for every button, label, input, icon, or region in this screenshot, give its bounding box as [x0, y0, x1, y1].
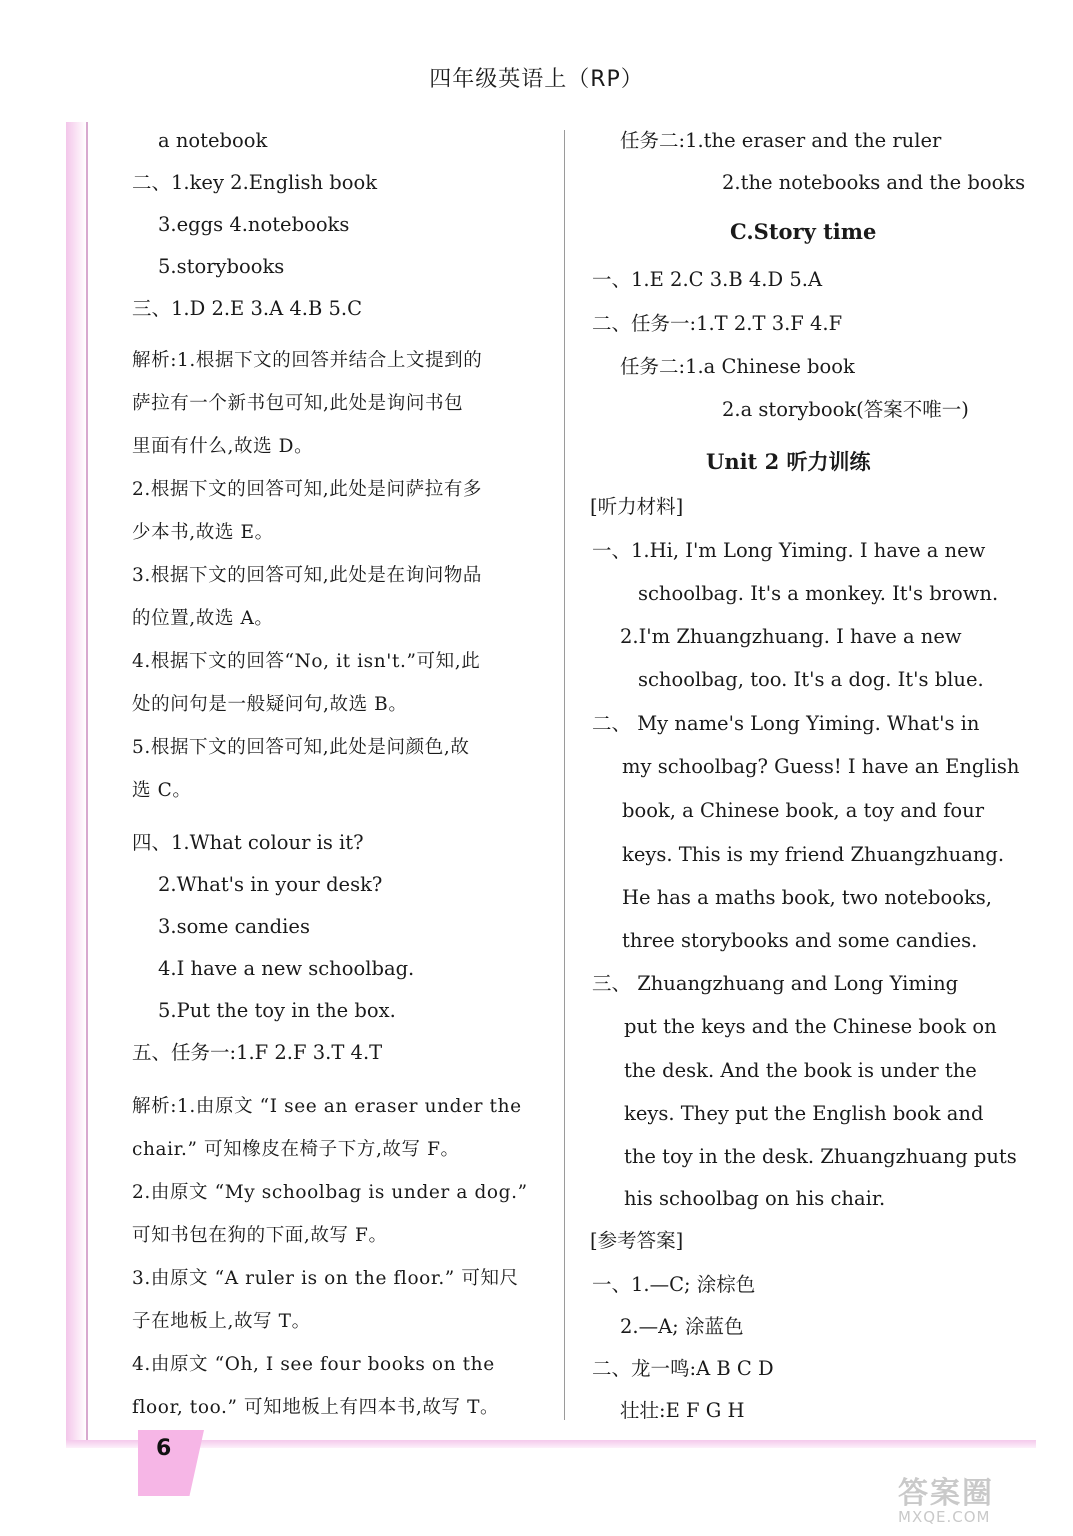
- answer-line: 二、任务一:1.T 2.T 3.F 4.F: [592, 312, 843, 335]
- explanation-line: 萨拉有一个新书包可知,此处是询问书包: [132, 393, 464, 414]
- answer-line: 一、1.—C; 涂棕色: [592, 1273, 756, 1296]
- explanation-line: floor, too.” 可知地板上有四本书,故写 T。: [132, 1397, 500, 1418]
- transcript-line: 三、 Zhuangzhuang and Long Yiming: [592, 972, 959, 995]
- answer-line: 5.Put the toy in the box.: [158, 999, 396, 1022]
- explanation-line: chair.” 可知橡皮在椅子下方,故写 F。: [132, 1139, 460, 1160]
- column-divider: [564, 130, 565, 1420]
- answer-line: 4.I have a new schoolbag.: [158, 957, 415, 980]
- transcript-line: 一、1.Hi, I'm Long Yiming. I have a new: [592, 539, 986, 562]
- transcript-line: my schoolbag? Guess! I have an English: [622, 755, 1020, 778]
- watermark-url: MXQE.COM: [898, 1508, 991, 1526]
- explanation-line: 的位置,故选 A。: [132, 608, 274, 629]
- transcript-line: He has a maths book, two notebooks,: [622, 886, 992, 909]
- answer-line: 五、任务一:1.F 2.F 3.T 4.T: [132, 1041, 383, 1064]
- explanation-line: 4.由原文 “Oh, I see four books on the: [132, 1354, 495, 1375]
- transcript-line: keys. This is my friend Zhuangzhuang.: [622, 843, 1005, 866]
- answer-line: 壮壮:E F G H: [620, 1399, 745, 1422]
- explanation-line: 选 C。: [132, 780, 192, 801]
- explanation-line: 3.由原文 “A ruler is on the floor.” 可知尺: [132, 1268, 519, 1289]
- section-heading: C.Story time: [730, 219, 877, 244]
- bracket-label: [参考答案]: [590, 1229, 684, 1252]
- answer-line: a notebook: [158, 129, 268, 152]
- page-edge-line: [86, 122, 88, 1442]
- answer-line: 任务二:1.the eraser and the ruler: [620, 129, 942, 152]
- explanation-line: 处的问句是一般疑问句,故选 B。: [132, 694, 408, 715]
- answer-line: 三、1.D 2.E 3.A 4.B 5.C: [132, 297, 363, 320]
- watermark-logo: 答案圈: [898, 1476, 994, 1511]
- explanation-line: 子在地板上,故写 T。: [132, 1311, 311, 1332]
- section-heading: Unit 2 听力训练: [706, 449, 871, 474]
- transcript-line: schoolbag, too. It's a dog. It's blue.: [638, 668, 984, 691]
- explanation-line: 2.由原文 “My schoolbag is under a dog.”: [132, 1182, 528, 1203]
- explanation-line: 解析:1.根据下文的回答并结合上文提到的: [132, 350, 483, 371]
- explanation-line: 2.根据下文的回答可知,此处是问萨拉有多: [132, 479, 483, 500]
- page-edge-decoration: [66, 122, 86, 1442]
- answer-line: 二、1.key 2.English book: [132, 171, 378, 194]
- transcript-line: the desk. And the book is under the: [624, 1059, 977, 1082]
- answer-line: 3.eggs 4.notebooks: [158, 213, 350, 236]
- answer-line: 2.—A; 涂蓝色: [620, 1315, 744, 1338]
- explanation-line: 少本书,故选 E。: [132, 522, 274, 543]
- answer-line: 四、1.What colour is it?: [132, 831, 364, 854]
- answer-line: 一、1.E 2.C 3.B 4.D 5.A: [592, 268, 823, 291]
- answer-line: 二、龙一鸣:A B C D: [592, 1357, 774, 1380]
- transcript-line: schoolbag. It's a monkey. It's brown.: [638, 582, 999, 605]
- explanation-line: 4.根据下文的回答“No, it isn't.”可知,此: [132, 651, 481, 672]
- bracket-label: [听力材料]: [590, 495, 684, 518]
- explanation-line: 可知书包在狗的下面,故写 F。: [132, 1225, 388, 1246]
- transcript-line: three storybooks and some candies.: [622, 929, 978, 952]
- answer-line: 任务二:1.a Chinese book: [620, 355, 855, 378]
- answer-line: 2.a storybook(答案不唯一): [722, 398, 969, 421]
- transcript-line: put the keys and the Chinese book on: [624, 1015, 997, 1038]
- answer-line: 2.What's in your desk?: [158, 873, 383, 896]
- explanation-line: 5.根据下文的回答可知,此处是问颜色,故: [132, 737, 470, 758]
- explanation-line: 3.根据下文的回答可知,此处是在询问物品: [132, 565, 483, 586]
- transcript-line: book, a Chinese book, a toy and four: [622, 799, 985, 822]
- explanation-line: 解析:1.由原文 “I see an eraser under the: [132, 1096, 522, 1117]
- transcript-line: his schoolbag on his chair.: [624, 1187, 886, 1210]
- answer-line: 3.some candies: [158, 915, 310, 938]
- watermark: [898, 1468, 1058, 1528]
- explanation-line: 里面有什么,故选 D。: [132, 436, 314, 457]
- transcript-line: the toy in the desk. Zhuangzhuang puts: [624, 1145, 1017, 1168]
- page-number: 6: [156, 1436, 172, 1461]
- answer-line: 2.the notebooks and the books: [722, 171, 1026, 194]
- page-header-title: 四年级英语上（RP）: [429, 67, 644, 92]
- transcript-line: 二、 My name's Long Yiming. What's in: [592, 712, 980, 735]
- answer-line: 5.storybooks: [158, 255, 285, 278]
- transcript-line: 2.I'm Zhuangzhuang. I have a new: [620, 625, 962, 648]
- transcript-line: keys. They put the English book and: [624, 1102, 984, 1125]
- footer-decoration: [66, 1440, 1036, 1448]
